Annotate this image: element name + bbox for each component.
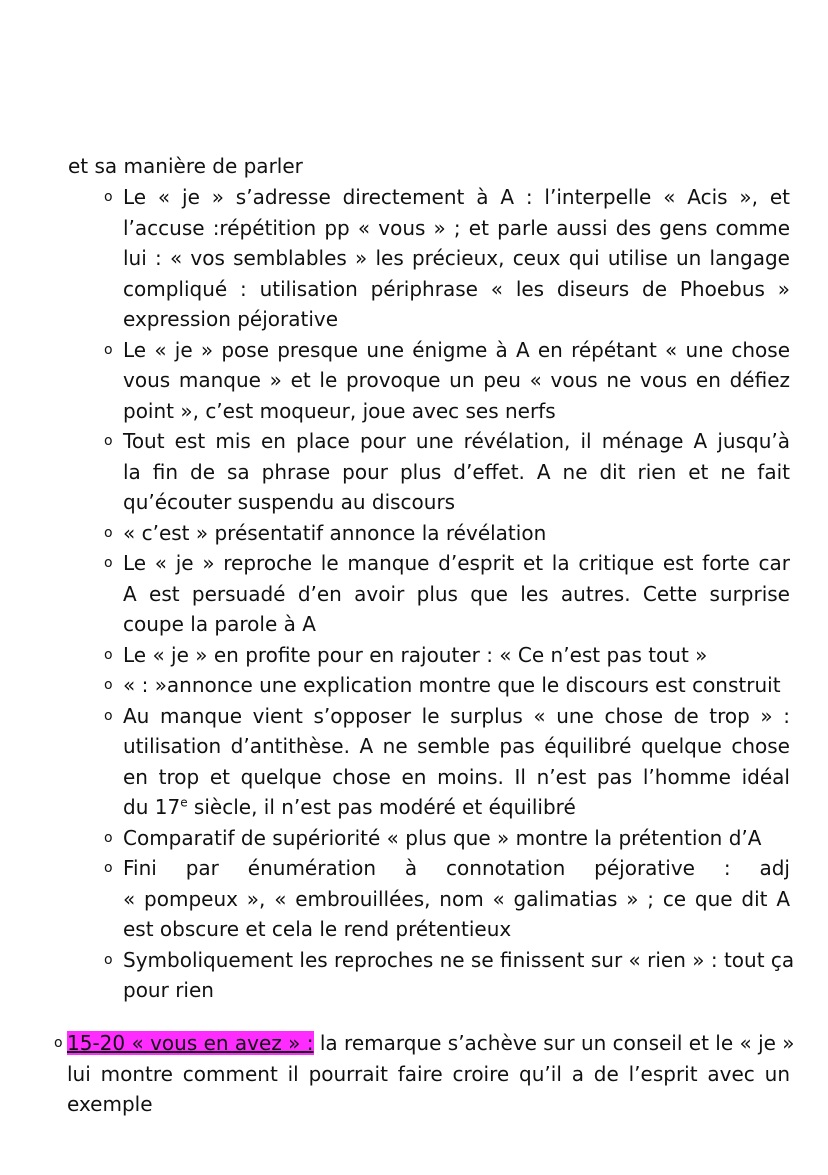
- item-line: Le « je » en profite pour en rajouter : « Ce n’est pas tout »: [123, 642, 708, 667]
- item-line: Fini par énumération à connotation péjorative : adj: [123, 856, 790, 880]
- item-line: l’accuse :répétition pp « vous » ; et parle aussi des gens comme: [123, 215, 790, 240]
- bullet-marker: o: [104, 524, 113, 541]
- list-item: [104, 548, 790, 640]
- bullet-marker: o: [104, 189, 113, 205]
- list-item: [104, 701, 790, 823]
- final-first-line: [54, 1028, 795, 1059]
- item-line: Tout est mis en place pour une révélation, il ménage A jusqu’à: [123, 429, 790, 453]
- final-line: lui montre comment il pourrait faire croire qu’il a de l’esprit avec un: [67, 1061, 790, 1086]
- bullet-list: [104, 182, 795, 1006]
- list-item: [104, 182, 790, 335]
- item-line: point », c’est moqueur, joue avec ses nerfs: [123, 398, 556, 423]
- item-line: Le « je » pose presque une énigme à A en répétant « une chose: [123, 337, 790, 362]
- item-line: coupe la parole à A: [123, 612, 316, 636]
- item-line: qu’écouter suspendu au discours: [123, 490, 456, 514]
- bullet-marker: o: [104, 555, 113, 571]
- bullet-marker: o: [104, 341, 113, 358]
- bullet-marker: o: [104, 433, 113, 449]
- item-line: Le « je » s’adresse directement à A : l’interpelle « Acis », et: [123, 185, 790, 209]
- item-line: pour rien: [123, 978, 214, 1002]
- highlighted-reference: 15-20 « vous en avez » :: [67, 1031, 314, 1055]
- item-line: Au manque vient s’opposer le surplus « une chose de trop » :: [123, 703, 790, 728]
- final-first-rest: la remarque s’achève sur un conseil et le « je »: [313, 1031, 795, 1055]
- list-item: [104, 823, 790, 854]
- bullet-marker: o: [104, 829, 113, 846]
- item-line: du 17e siècle, il n’est pas modéré et équilibré: [123, 795, 576, 819]
- item-line: la fin de sa phrase pour plus d’effet. A ne dit rien et ne fait: [123, 459, 790, 484]
- item-line: « c’est » présentatif annonce la révélation: [123, 520, 547, 545]
- item-line: « pompeux », « embrouillées, nom « galimatias » ; ce que dit A: [123, 886, 790, 911]
- lead-line: et sa manière de parler: [68, 154, 303, 178]
- final-item: [54, 1028, 795, 1120]
- list-item: [104, 335, 790, 427]
- item-line: est obscure et cela le rend prétentieux: [123, 917, 512, 941]
- list-item: [104, 518, 790, 549]
- item-line: Comparatif de supériorité « plus que » montre la prétention d’A: [123, 825, 762, 850]
- item-line: Le « je » reproche le manque d’esprit et la critique est forte car: [123, 551, 790, 575]
- list-item: [104, 945, 795, 1006]
- item-line: expression péjorative: [123, 307, 339, 331]
- item-line: compliqué : utilisation périphrase « les diseurs de Phoebus »: [123, 276, 790, 301]
- bullet-marker: o: [54, 1035, 63, 1051]
- item-line: Symboliquement les reproches ne se finissent sur « rien » : tout ça: [123, 947, 795, 972]
- final-line: exemple: [67, 1092, 153, 1116]
- item-line: utilisation d’antithèse. A ne semble pas équilibré quelque chose: [123, 734, 790, 758]
- item-line: lui : « vos semblables » les précieux, ceux qui utilise un langage: [123, 246, 790, 270]
- item-line: en trop et quelque chose en moins. Il n’est pas l’homme idéal: [123, 764, 790, 789]
- bullet-marker: o: [104, 860, 113, 876]
- item-line: vous manque » et le provoque un peu « vous ne vous en défiez: [123, 368, 790, 392]
- bullet-marker: o: [104, 707, 113, 724]
- list-item: [104, 853, 790, 945]
- bullet-marker: o: [104, 646, 113, 663]
- list-item: [104, 426, 790, 518]
- bullet-marker: o: [104, 951, 113, 968]
- list-item: [104, 670, 790, 701]
- list-item: [104, 640, 790, 671]
- item-line: « : »annonce une explication montre que le discours est construit: [123, 673, 781, 697]
- bullet-marker: o: [104, 677, 113, 693]
- item-line: A est persuadé d’en avoir plus que les autres. Cette surprise: [123, 581, 790, 606]
